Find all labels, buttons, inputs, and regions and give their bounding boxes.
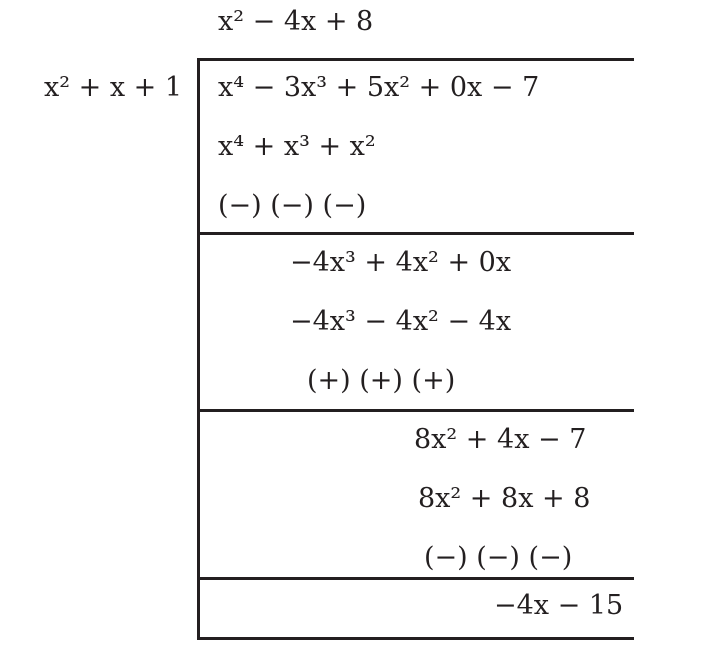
step3-subtrahend-text: 8x² + 8x + 8 [418,483,591,514]
step1-rule [197,232,634,235]
step2-signs [307,367,455,394]
divisor [44,74,182,101]
bottom-rule [197,637,634,640]
divisor-text: x² + x + 1 [44,72,183,103]
quotient [218,8,373,35]
step2-rule [197,409,634,412]
step3-signs [424,544,572,571]
step1-signs-text: (−) (−) (−) [218,190,367,221]
step2-subtrahend-text: −4x³ − 4x² − 4x [290,306,512,337]
division-bracket-vertical [197,58,200,640]
remainder-final-text: −4x − 15 [494,590,624,621]
remainder1 [290,249,511,276]
remainder-final [494,592,623,619]
remainder2 [414,426,586,453]
dividend-text: x⁴ − 3x³ + 5x² + 0x − 7 [218,72,540,103]
step2-signs-text: (+) (+) (+) [307,365,456,396]
division-bracket-top [197,58,634,61]
step1-subtrahend-text: x⁴ + x³ + x² [218,131,376,162]
step2-subtrahend [290,308,511,335]
remainder2-text: 8x² + 4x − 7 [414,424,587,455]
dividend [218,74,539,101]
step1-signs [218,192,366,219]
step1-subtrahend [218,133,376,160]
step3-signs-text: (−) (−) (−) [424,542,573,573]
step3-rule [197,577,634,580]
remainder1-text: −4x³ + 4x² + 0x [290,247,512,278]
step3-subtrahend [418,485,590,512]
quotient-text: x² − 4x + 8 [218,6,374,37]
